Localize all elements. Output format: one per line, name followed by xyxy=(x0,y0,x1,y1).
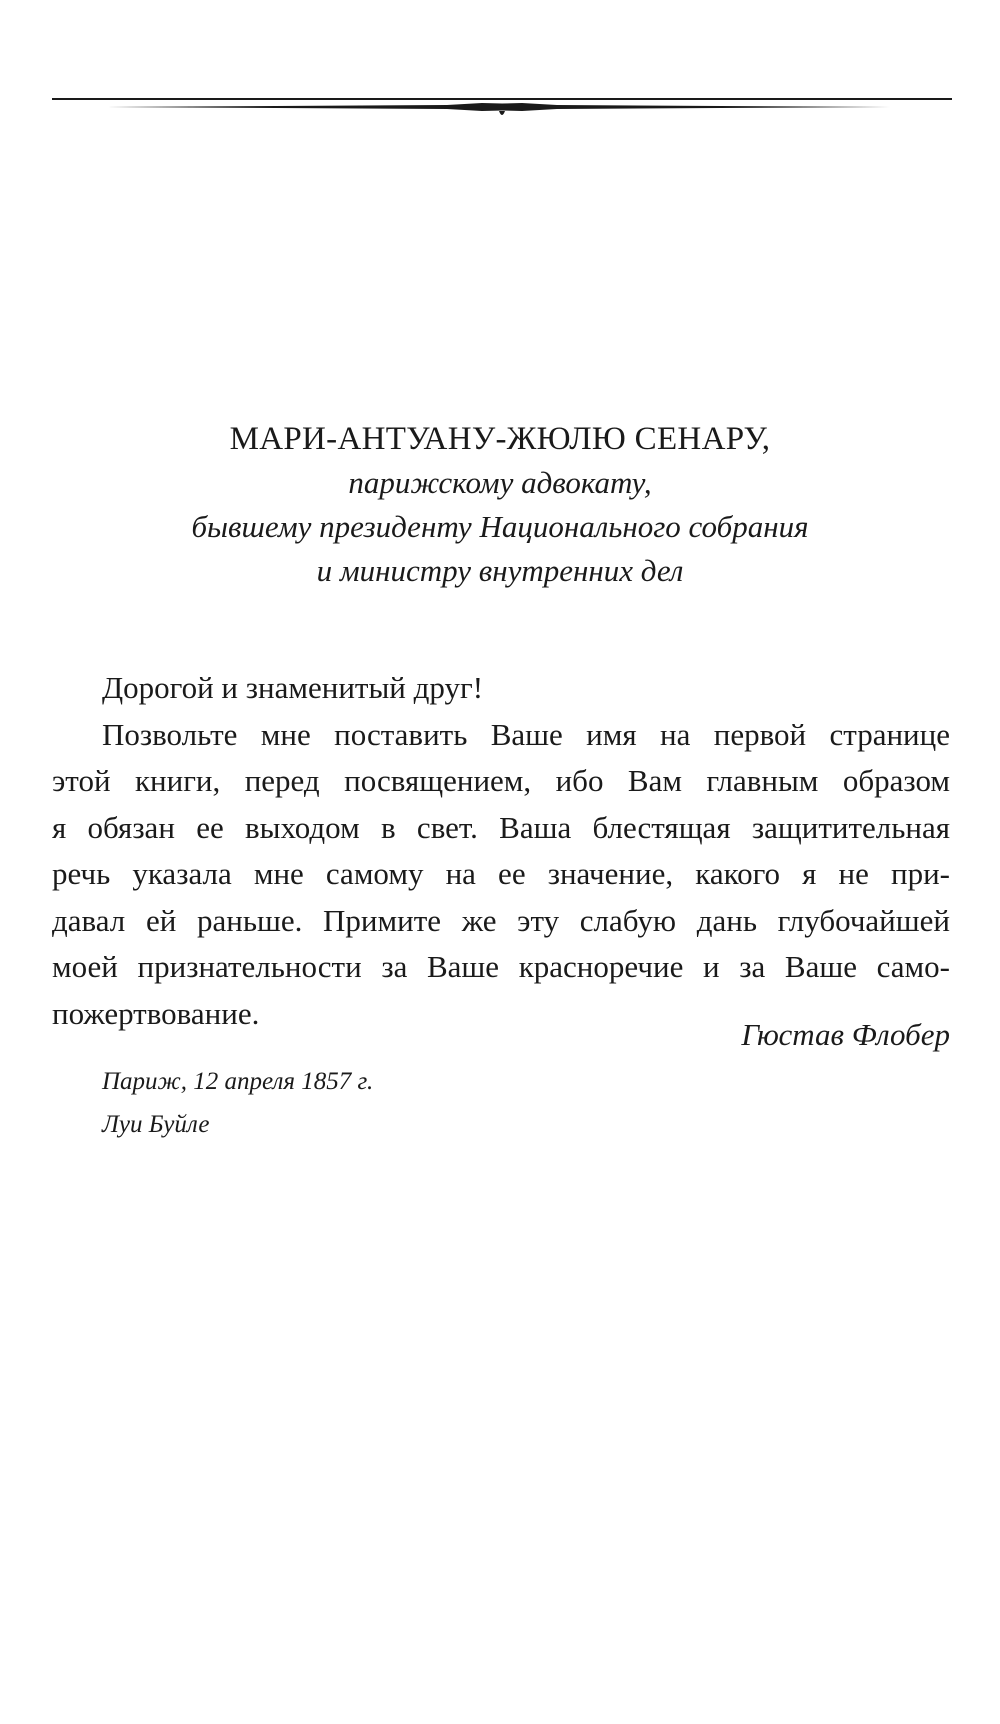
letter-body xyxy=(52,665,950,1037)
letter-paragraph-line: я обязан ее выходом в свет. Ваша блестящая защитительная xyxy=(52,809,950,845)
letter-paragraph-line: этой книги, перед посвящением, ибо Вам главным образом xyxy=(52,763,950,798)
letter-salutation: Дорогой и знаменитый друг! xyxy=(102,670,484,705)
letter-paragraph-line: моей признательности за Ваше красноречие и за Ваше само- xyxy=(52,949,950,984)
postscript-place-date: Париж, 12 апреля 1857 г. xyxy=(102,1068,374,1095)
postscript-recipient: Луи Буйле xyxy=(102,1111,210,1138)
letter-signature: Гюстав Флобер xyxy=(741,1017,950,1052)
letter-paragraph-line: Позвольте мне поставить Ваше имя на первой странице xyxy=(102,716,950,752)
letter-paragraph-line: пожертвование. xyxy=(52,995,260,1031)
dedication-line: парижскому адвокату, xyxy=(348,465,652,500)
dedication-addressee: МАРИ-АНТУАНУ-ЖЮЛЮ СЕНАРУ, xyxy=(229,421,771,457)
dedication-line: бывшему президенту Национального собрания xyxy=(191,509,809,544)
letter-paragraph-line: давал ей раньше. Примите же эту слабую дань глубочайшей xyxy=(52,902,950,938)
dedication-block xyxy=(0,418,1000,593)
decorative-rule xyxy=(52,86,952,122)
letter-paragraph-line: речь указала мне самому на ее значение, какого я не при- xyxy=(52,856,950,891)
dedication-line: и министру внутренних дел xyxy=(316,553,684,588)
postscript-block xyxy=(102,1060,373,1146)
